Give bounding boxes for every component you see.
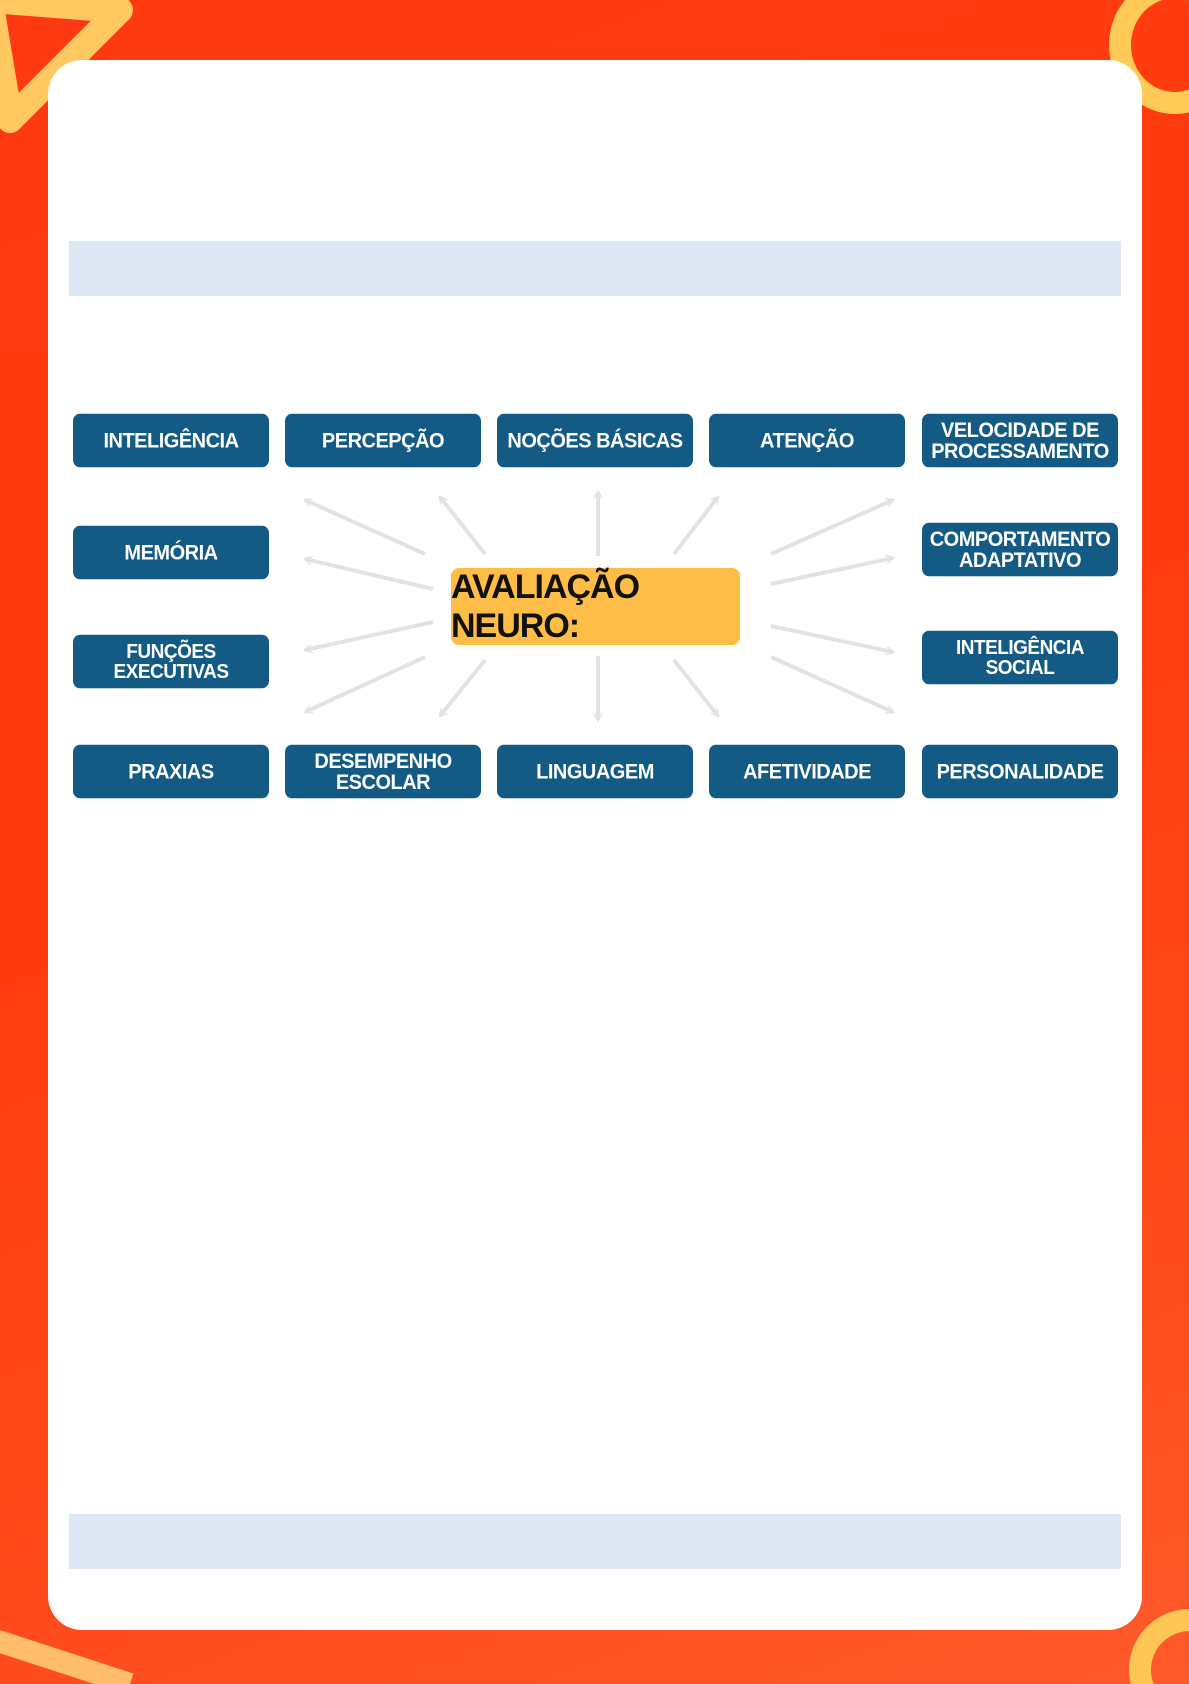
node-memoria: MEMÓRIA: [73, 526, 269, 580]
node-afetividade: AFETIVIDADE: [709, 745, 905, 799]
arrow-to-personalidade: [771, 657, 893, 712]
node-inteligencia: INTELIGÊNCIA: [73, 414, 269, 468]
node-percepcao: PERCEPÇÃO: [285, 414, 481, 468]
node-inteligencia-social: INTELIGÊNCIA SOCIAL: [922, 631, 1118, 685]
arrow-to-inteligencia-social: [771, 626, 893, 652]
central-topic: AVALIAÇÃO NEURO:: [451, 568, 740, 645]
arrow-to-percepcao: [440, 497, 485, 554]
arrow-to-memoria: [305, 559, 433, 589]
node-comportamento-adaptativo: COMPORTAMENTO ADAPTATIVO: [922, 523, 1118, 577]
arrow-to-inteligencia: [305, 500, 425, 554]
arrow-to-funcoes: [305, 622, 433, 650]
node-desempenho-escolar: DESEMPENHO ESCOLAR: [285, 745, 481, 799]
node-funcoes-executivas: FUNÇÕES EXECUTIVAS: [73, 635, 269, 689]
node-velocidade-de-processamento: VELOCIDADE DE PROCESSAMENTO: [922, 414, 1118, 468]
node-linguagem: LINGUAGEM: [497, 745, 693, 799]
node-nocoes-basicas: NOÇÕES BÁSICAS: [497, 414, 693, 468]
arrow-to-comportamento: [771, 558, 893, 584]
arrow-to-velocidade: [771, 500, 893, 554]
arrow-to-atencao: [674, 497, 718, 554]
node-praxias: PRAXIAS: [73, 745, 269, 799]
arrow-to-praxias: [305, 657, 425, 712]
arrow-to-afetividade: [674, 660, 718, 716]
node-atencao: ATENÇÃO: [709, 414, 905, 468]
arrow-to-desempenho: [440, 660, 485, 716]
node-personalidade: PERSONALIDADE: [922, 745, 1118, 799]
